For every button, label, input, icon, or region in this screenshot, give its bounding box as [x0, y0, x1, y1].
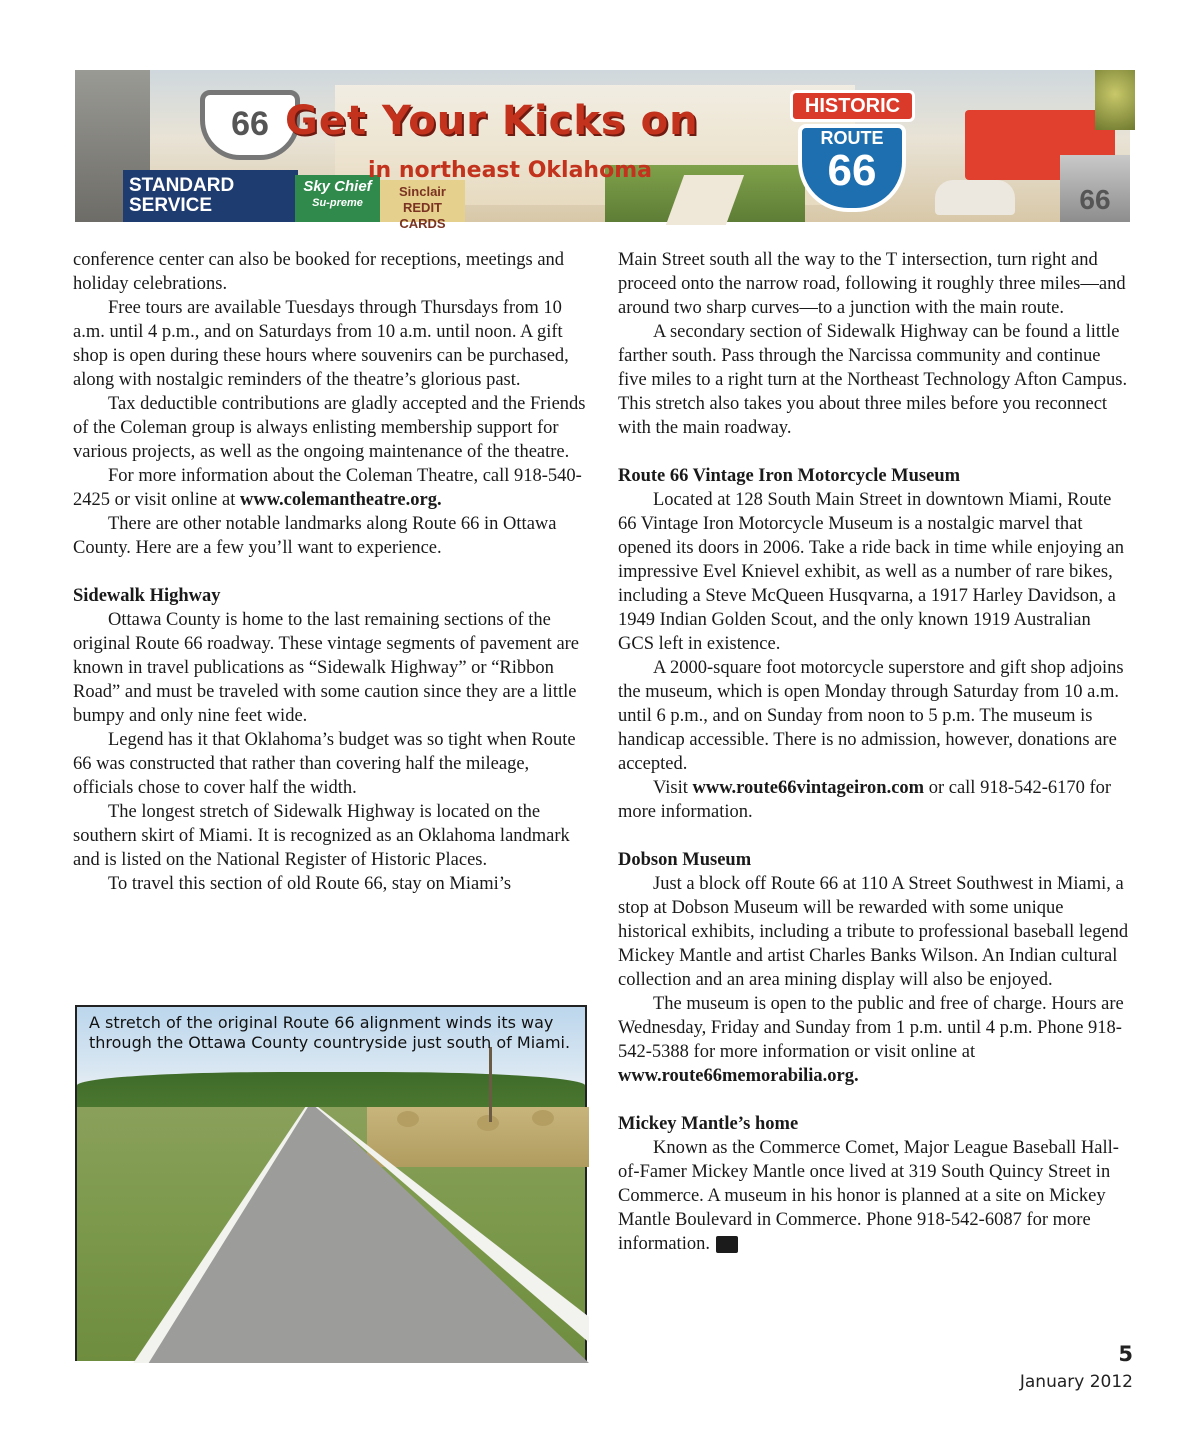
- issue-date: January 2012: [1019, 1372, 1133, 1392]
- paragraph: [73, 608, 593, 728]
- skychief-line1: Sky Chief: [303, 178, 372, 195]
- paragraph-text: Just a block off Route 66 at 110 A Street Southwest in Miami, a stop at Dobson Museum will be rewarded with some unique historical exhibits, including a tribute to professional baseball legend Mickey Mantle and artist Charles Banks Wilson. An Indian cultural collection and an area mining display will also be enjoyed.: [618, 874, 1129, 990]
- end-mark-icon: REC: [716, 1236, 738, 1253]
- paragraph: [618, 1136, 1130, 1256]
- paragraph-text: The museum is open to the public and free of charge. Hours are Wednesday, Friday and Sunday from 1 p.m. until 4 p.m. Phone 918-542-5388 for more information or visit online at: [618, 994, 1124, 1062]
- paragraph-text: Legend has it that Oklahoma’s budget was so tight when Route 66 was constructed that rather than covering half the mileage, officials chose to cover half the width.: [73, 730, 576, 798]
- vintage-car-image: [935, 180, 1015, 215]
- paragraph-text: Main Street south all the way to the T intersection, turn right and proceed onto the narrow road, following it roughly three miles—and around two sharp curves—to a junction with the main route.: [618, 250, 1126, 318]
- photo-caption: A stretch of the original Route 66 alignment winds its way through the Ottawa County countryside just south of Miami.: [89, 1013, 571, 1052]
- hay-bale: [532, 1110, 554, 1126]
- paragraph: [618, 488, 1130, 656]
- paragraph: [73, 728, 593, 800]
- paragraph-text: The longest stretch of Sidewalk Highway is located on the southern skirt of Miami. It is recognized as an Oklahoma landmark and is listed on the National Register of Historic Places.: [73, 802, 570, 870]
- standard-service-sign: [123, 170, 298, 222]
- paragraph-text: conference center can also be booked for receptions, meetings and holiday celebrations.: [73, 250, 565, 294]
- paragraph: [618, 656, 1130, 776]
- paragraph-text: Tax deductible contributions are gladly accepted and the Friends of the Coleman group is always enlisting membership support for various projects, as well as the ongoing maintenance of the theatre.: [73, 394, 586, 462]
- historic-route-number: 66: [827, 146, 877, 195]
- section-heading: Dobson Museum: [618, 850, 752, 870]
- standard-line1: STANDARD: [129, 175, 235, 196]
- route-66-big-shield-icon: [798, 124, 906, 212]
- paragraph: [73, 800, 593, 872]
- sinclair-sign: [380, 180, 465, 231]
- paragraph-text: Known as the Commerce Comet, Major League Baseball Hall-of-Famer Mickey Mantle once lived at 319 South Quincy Street in Commerce. A museum in his honor is planned at a site on Mickey Mantle Boulevard in Commerce. Phone 918-542-6087 for more information.: [618, 1138, 1119, 1254]
- banner-headline: Get Your Kicks on: [285, 98, 699, 144]
- page-number: 5: [1118, 1342, 1133, 1366]
- paragraph: [73, 248, 593, 296]
- paragraph: [73, 872, 593, 896]
- hay-bale: [477, 1115, 499, 1131]
- grapes-image: [1095, 70, 1135, 130]
- sinclair-line1: Sinclair: [399, 184, 446, 199]
- header-banner: [75, 70, 1130, 231]
- paragraph-text: Ottawa County is home to the last remaining sections of the original Route 66 roadway. These vintage segments of pavement are known in travel publications as “Sidewalk Highway” or “Ribbon Road” and must be traveled with some caution since they are a little bumpy and only nine feet wide.: [73, 610, 580, 726]
- website-link: www.route66memorabilia.org.: [618, 1066, 859, 1086]
- paragraph-text: For more information about the Coleman Theatre, call 918-540-2425 or visit online at: [73, 466, 582, 510]
- hay-bale: [397, 1111, 419, 1127]
- route-66-photo: [75, 1005, 587, 1361]
- website-link: www.route66vintageiron.com: [692, 778, 925, 798]
- paragraph-text: To travel this section of old Route 66, stay on Miami’s: [108, 874, 512, 894]
- standard-line2: SERVICE: [129, 195, 213, 216]
- article-column-right: [618, 248, 1130, 1256]
- route-66-road-sign: 66: [1060, 155, 1130, 222]
- route-66-shield-icon: 66: [200, 90, 300, 160]
- paragraph-text: A secondary section of Sidewalk Highway can be found a little farther south. Pass through the Narcissa community and continue five miles to a right turn at the Northeast Technology Afton Campus. This stretch also takes you about three miles before you reconnect with the main roadway.: [618, 322, 1128, 438]
- paragraph: [73, 464, 593, 512]
- historic-label: HISTORIC: [790, 90, 915, 122]
- paragraph-text: A 2000-square foot motorcycle superstore and gift shop adjoins the museum, which is open Monday through Saturday from 10 a.m. until 6 p.m., and on Sunday from noon to 5 p.m. The museum is handicap accessible. There is no admission, however, donations are accepted.: [618, 658, 1124, 774]
- banner-subline: in northeast Oklahoma: [368, 158, 652, 183]
- historic-route-label: ROUTE: [820, 128, 884, 148]
- paragraph: [618, 776, 1130, 824]
- paragraph-text: Located at 128 South Main Street in downtown Miami, Route 66 Vintage Iron Motorcycle Museum is a nostalgic marvel that opened its doors in 2006. Take a ride back in time while enjoying an impressive Evel Knievel exhibit, as well as a number of rare bikes, including a Steve McQueen Husqvarna, a 1917 Harley Davidson, a 1949 Indian Golden Scout, and the only known 1919 Australian GCS left in existence.: [618, 490, 1124, 654]
- paragraph: [618, 248, 1130, 320]
- paragraph: [618, 320, 1130, 440]
- section-heading: Route 66 Vintage Iron Motorcycle Museum: [618, 466, 961, 486]
- paragraph-text: Visit: [653, 778, 693, 798]
- historic-route-66-sign: [790, 90, 915, 215]
- paragraph-text: Free tours are available Tuesdays through Thursdays from 10 a.m. until 4 p.m., and on Saturdays from 10 a.m. until noon. A gift shop is open during these hours where souvenirs can be purchased, along with nostalgic reminders of the theatre’s glorious past.: [73, 298, 569, 390]
- sinclair-line2: REDIT CARDS: [399, 200, 446, 231]
- section-heading: Sidewalk Highway: [73, 586, 221, 606]
- website-link: www.colemantheatre.org.: [240, 490, 442, 510]
- paragraph-text: There are other notable landmarks along Route 66 in Ottawa County. Here are a few you’ll want to experience.: [73, 514, 557, 558]
- paragraph: [73, 296, 593, 392]
- paragraph: [618, 872, 1130, 992]
- paragraph: [618, 992, 1130, 1088]
- utility-pole: [489, 1047, 492, 1122]
- section-heading: Mickey Mantle’s home: [618, 1114, 799, 1134]
- article-column-left: [73, 248, 593, 896]
- paragraph: [73, 392, 593, 464]
- paragraph-text-after: or call 918-542-6170 for more information.: [618, 778, 1112, 822]
- paragraph: [73, 512, 593, 560]
- skychief-line2: Su-preme: [312, 197, 363, 209]
